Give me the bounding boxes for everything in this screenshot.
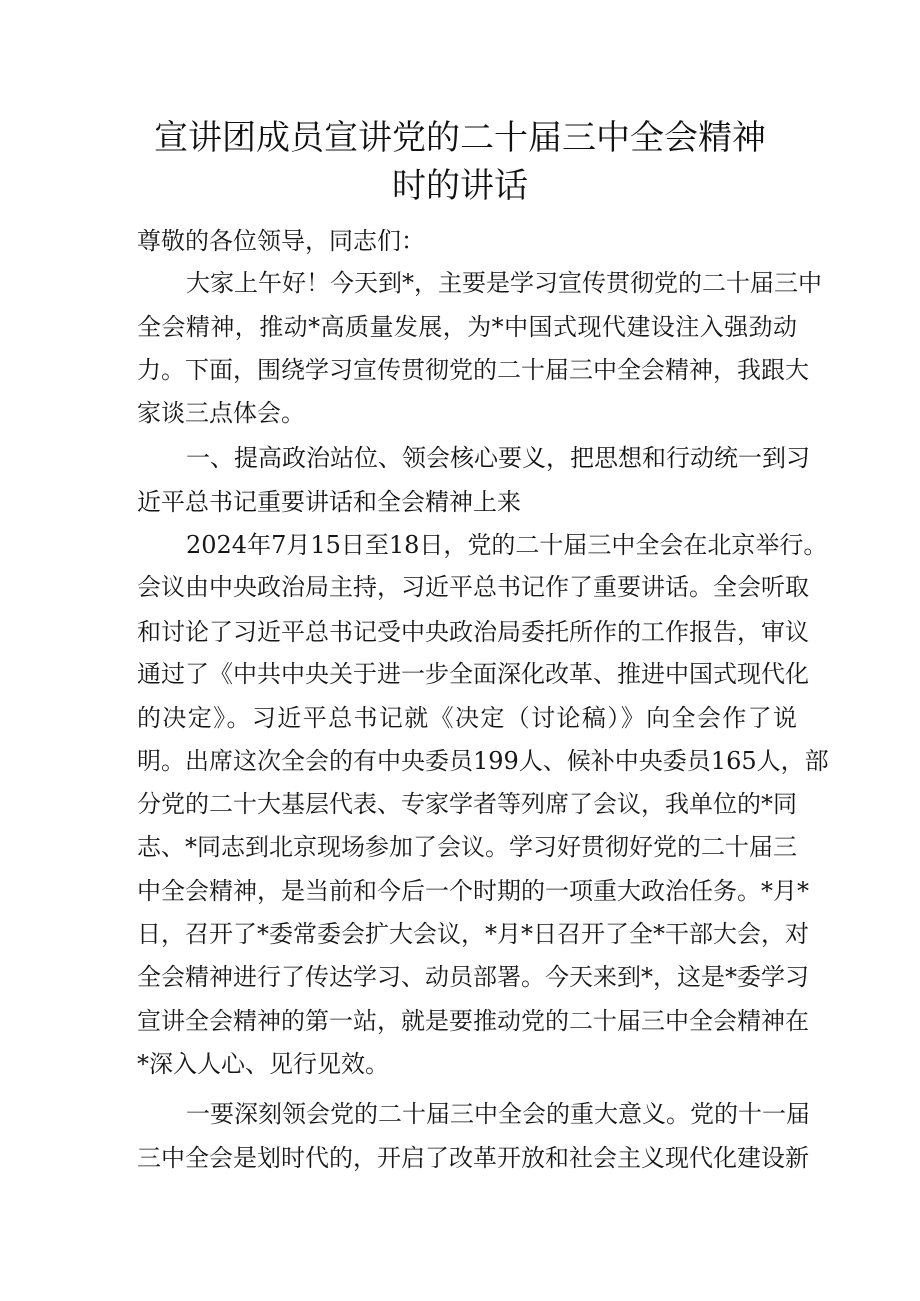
paragraph-line: 的决定》。习近平总书记就《决定（讨论稿）》向全会作了说 — [137, 704, 797, 732]
paragraph-line: 三中全会是划时代的，开启了改革开放和社会主义现代化建设新 — [137, 1144, 809, 1172]
section-heading-line: 近平总书记重要讲话和全会精神上来 — [137, 488, 521, 516]
paragraph-line: 家谈三点体会。 — [137, 399, 305, 427]
document-title-line-2: 时的讲话 — [392, 166, 528, 206]
paragraph-line: 一要深刻领会党的二十届三中全会的重大意义。党的十一届 — [186, 1100, 810, 1128]
paragraph-line: 全会精神进行了传达学习、动员部署。今天来到*，这是*委学习 — [137, 963, 809, 991]
paragraph-line: 2024年7月15日至18日，党的二十届三中全会在北京举行。 — [186, 531, 828, 559]
paragraph-line: 志、*同志到北京现场参加了会议。学习好贯彻好党的二十届三 — [137, 833, 797, 861]
paragraph-line: 分党的二十大基层代表、专家学者等列席了会议，我单位的*同 — [137, 790, 797, 818]
paragraph-line: 和讨论了习近平总书记受中央政治局委托所作的工作报告，审议 — [137, 618, 809, 646]
paragraph-line: *深入人心、见行见效。 — [137, 1050, 389, 1078]
paragraph-line: 通过了《中共中央关于进一步全面深化改革、推进中国式现代化 — [137, 660, 809, 688]
document-title-line-1: 宣讲团成员宣讲党的二十届三中全会精神 — [154, 118, 766, 158]
paragraph-line: 力。下面，围绕学习宣传贯彻党的二十届三中全会精神，我跟大 — [137, 356, 809, 384]
paragraph-line: 大家上午好！今天到*，主要是学习宣传贯彻党的二十届三中 — [186, 269, 822, 297]
paragraph-line: 会议由中央政治局主持，习近平总书记作了重要讲话。全会听取 — [137, 573, 809, 601]
section-heading-line: 一、提高政治站位、领会核心要义，把思想和行动统一到习 — [186, 444, 810, 472]
paragraph-line: 全会精神，推动*高质量发展，为*中国式现代建设注入强劲动 — [137, 313, 797, 341]
paragraph-line: 日，召开了*委常委会扩大会议，*月*日召开了全*干部大会，对 — [137, 920, 809, 948]
paragraph-line: 明。出席这次全会的有中央委员199人、候补中央委员165人，部 — [137, 747, 829, 775]
paragraph-line: 中全会精神，是当前和今后一个时期的一项重大政治任务。*月* — [137, 877, 809, 905]
paragraph-line: 宣讲全会精神的第一站，就是要推动党的二十届三中全会精神在 — [137, 1007, 809, 1035]
salutation: 尊敬的各位领导，同志们： — [137, 227, 425, 255]
